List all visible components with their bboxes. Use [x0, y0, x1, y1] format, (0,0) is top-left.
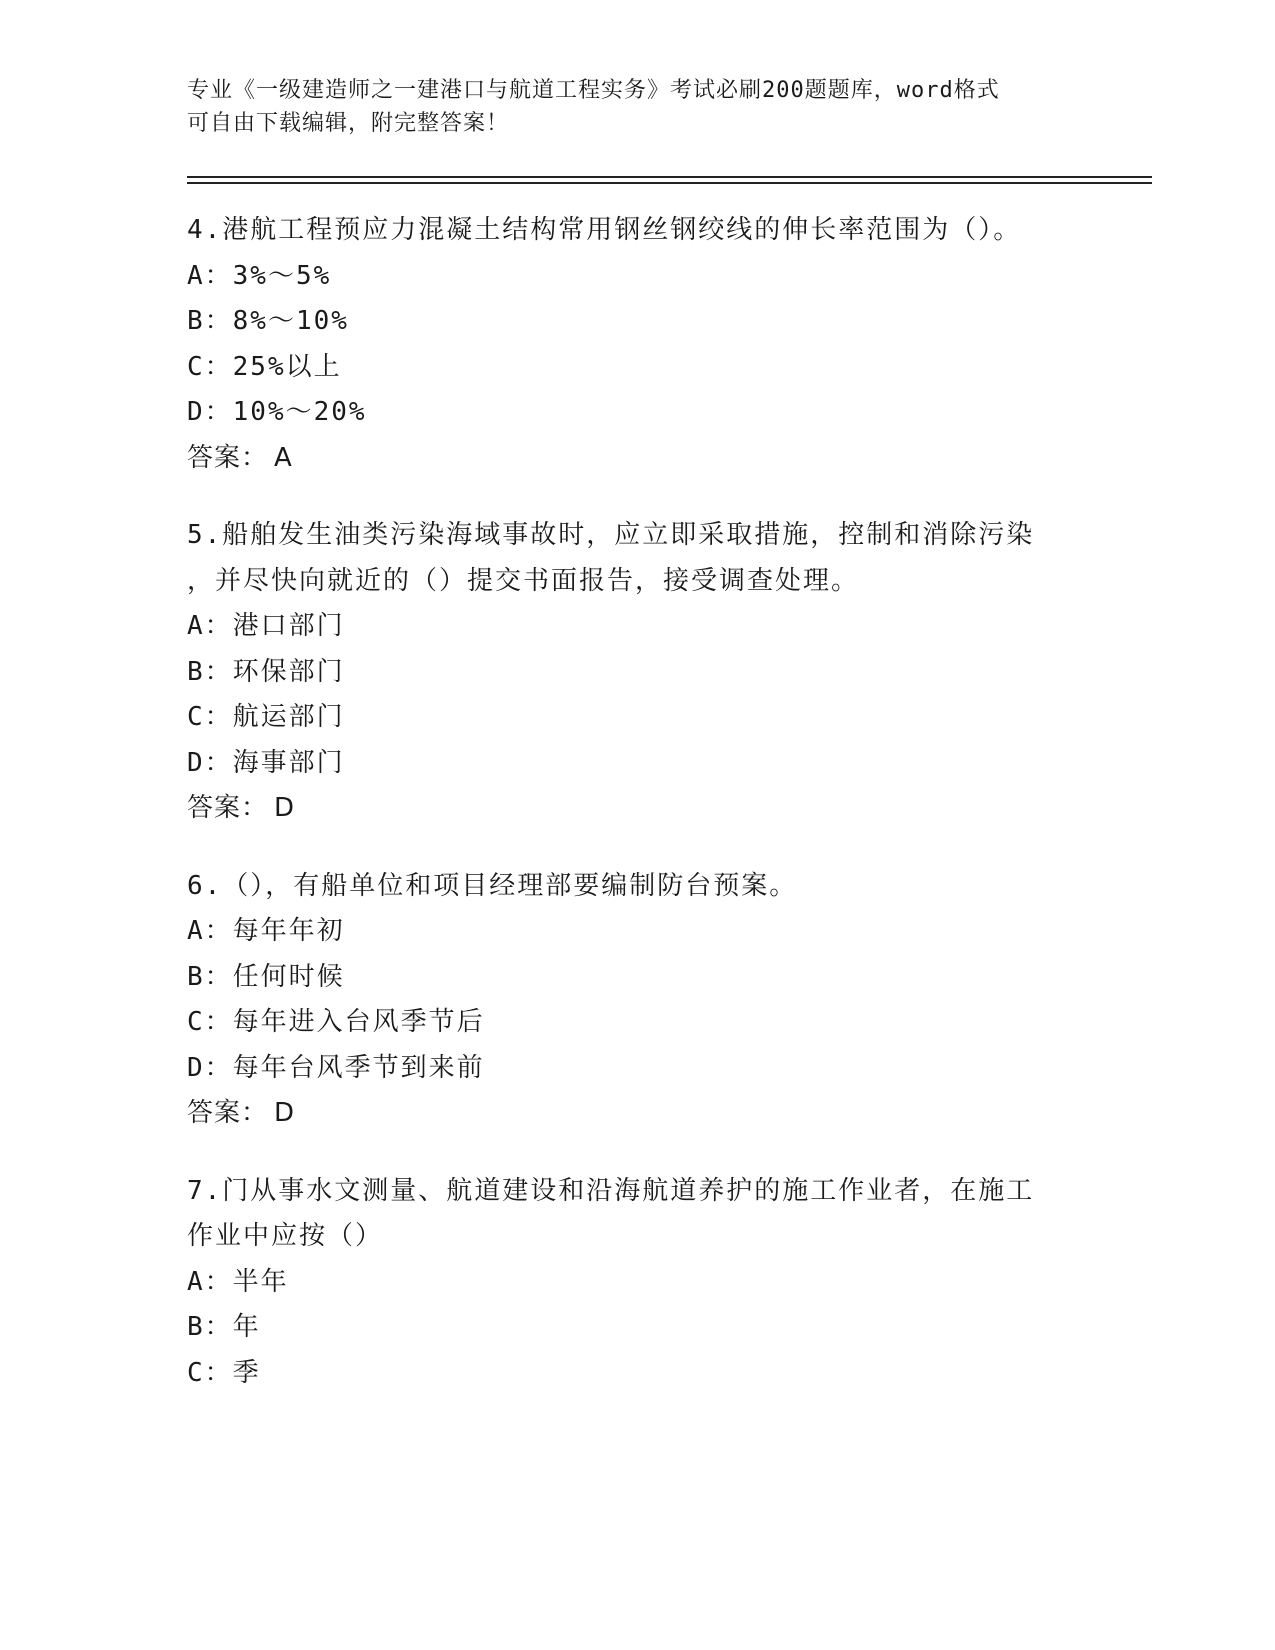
option-c: C：25%以上 — [187, 351, 342, 382]
option-d: D：海事部门 — [187, 747, 345, 778]
answer-value: D — [274, 793, 296, 823]
answer-line — [187, 786, 1087, 832]
question-stem: 4.港航工程预应力混凝土结构常用钢丝钢绞线的伸长率范围为（）。 — [187, 215, 1022, 245]
option-b: B：任何时候 — [187, 961, 345, 992]
question-4 — [187, 208, 1087, 481]
question-6 — [187, 864, 1087, 1137]
answer-label: 答案： — [187, 1098, 269, 1128]
option-d: D：每年台风季节到来前 — [187, 1052, 485, 1083]
answer-label: 答案： — [187, 442, 269, 473]
header-divider-top — [187, 176, 1152, 178]
option-c: C：航运部门 — [187, 702, 345, 732]
question-stem: 5.船舶发生油类污染海域事故时，应立即采取措施，控制和消除污染 — [187, 520, 1035, 550]
header-line-2: 可自由下载编辑，附完整答案！ — [187, 111, 510, 136]
question-7 — [187, 1169, 1087, 1397]
option-b: B：年 — [187, 1312, 261, 1342]
option-a: A：半年 — [187, 1266, 289, 1297]
option-a: A：3%～5% — [187, 260, 332, 291]
option-a: A：港口部门 — [187, 611, 345, 641]
option-b: B：8%～10% — [187, 306, 349, 336]
question-stem: 7.门从事水文测量、航道建设和沿海航道养护的施工作业者，在施工 — [187, 1175, 1035, 1206]
question-list — [187, 208, 1087, 1428]
question-stem-continued: ，并尽快向就近的（）提交书面报告，接受调查处理。 — [187, 565, 860, 596]
option-b: B：环保部门 — [187, 656, 345, 687]
answer-value: D — [274, 1098, 296, 1128]
header-line-1: 专业《一级建造师之一建港口与航道工程实务》考试必刷200题题库，word格式 — [187, 78, 1000, 103]
header-divider-bottom — [187, 182, 1152, 184]
question-5 — [187, 513, 1087, 832]
document-header — [187, 74, 1087, 140]
option-c: C：每年进入台风季节后 — [187, 1007, 485, 1037]
answer-line — [187, 436, 1087, 482]
option-a: A：每年年初 — [187, 916, 345, 946]
answer-value: A — [274, 442, 293, 473]
question-stem-continued: 作业中应按（） — [187, 1221, 384, 1251]
question-stem: 6.（），有船单位和项目经理部要编制防台预案。 — [187, 870, 798, 901]
option-c: C：季 — [187, 1357, 261, 1388]
answer-label: 答案： — [187, 793, 269, 823]
answer-line — [187, 1091, 1087, 1137]
option-d: D：10%～20% — [187, 397, 367, 427]
